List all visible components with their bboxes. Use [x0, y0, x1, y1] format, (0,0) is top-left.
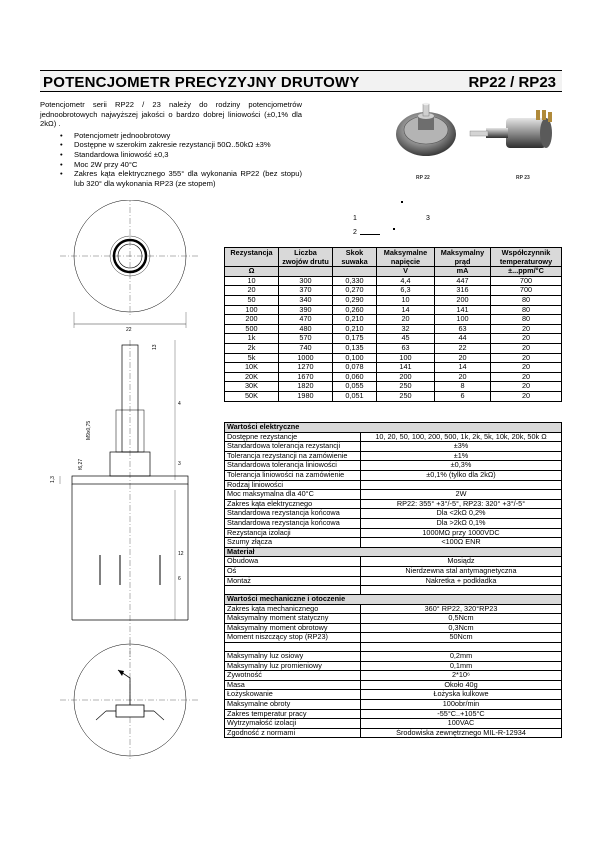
table-cell: 14: [377, 305, 435, 315]
spec-label: Standardowa tolerancja liniowości: [225, 461, 361, 471]
table-row: [225, 334, 562, 344]
section-header-row: [225, 547, 562, 557]
photo-caption-rp22: RP 22: [416, 175, 430, 181]
table-row: [225, 353, 562, 363]
table-cell: 20: [491, 391, 562, 401]
spec-value: 50Ncm: [361, 633, 562, 643]
table-cell: 6,3: [377, 286, 435, 296]
spec-value: 100VAC: [361, 719, 562, 729]
table-cell: 0,330: [333, 276, 377, 286]
table-cell: 200: [225, 315, 279, 325]
intro-section: [40, 100, 302, 188]
table-row: [225, 372, 562, 382]
table-cell: 1820: [279, 382, 333, 392]
feature-item: • Standardowa liniowość ±0,3: [40, 150, 302, 160]
dimension-drawing: [40, 200, 220, 780]
specification-table-body: [225, 423, 562, 738]
spec-label: Zgodność z normami: [225, 728, 361, 738]
spec-row: [225, 490, 562, 500]
table-cell: 80: [491, 305, 562, 315]
spec-value: -55°C..+105°C: [361, 709, 562, 719]
table-cell: 390: [279, 305, 333, 315]
product-code: RP22 / RP23: [468, 74, 556, 91]
table-cell: 300: [279, 276, 333, 286]
feature-item: • Moc 2W przy 40°C: [40, 160, 302, 170]
dim-thread: M9x0,75: [86, 420, 92, 440]
spec-label: Moment niszczący stop (RP23): [225, 633, 361, 643]
spec-label: Oś: [225, 566, 361, 576]
table-cell: 200: [435, 295, 491, 305]
table-cell: 20: [225, 286, 279, 296]
table-cell: 14: [435, 363, 491, 373]
spec-row: [225, 652, 562, 662]
table-cell: 63: [377, 343, 435, 353]
dim-top: 13: [152, 344, 158, 350]
table-cell: 20: [377, 315, 435, 325]
table-cell: 1k: [225, 334, 279, 344]
table-cell: 2k: [225, 343, 279, 353]
technical-drawing: [40, 200, 220, 780]
table-cell: 20: [435, 372, 491, 382]
unit-cell: Ω: [225, 267, 279, 277]
unit-cell: V: [377, 267, 435, 277]
table-cell: 20: [491, 343, 562, 353]
spec-row: [225, 518, 562, 528]
spec-row: [225, 671, 562, 681]
table-cell: 340: [279, 295, 333, 305]
units-row: [225, 267, 562, 277]
spec-value: Nakretka + podkładka: [361, 576, 562, 586]
section-title: Wartości mechaniczne i otoczenie: [225, 595, 562, 605]
unit-cell: [279, 267, 333, 277]
spec-label: Tolerancja liniowości na zamówienie: [225, 470, 361, 480]
spec-row: [225, 442, 562, 452]
spec-label: Tolerancja rezystancji na zamówienie: [225, 451, 361, 461]
dim-diameter: 22: [126, 327, 132, 333]
table-cell: 0,100: [333, 353, 377, 363]
table-cell: 0,135: [333, 343, 377, 353]
table-cell: 0,055: [333, 382, 377, 392]
table-cell: 1270: [279, 363, 333, 373]
pin-label-1: 1: [353, 215, 357, 222]
table-cell: 8: [435, 382, 491, 392]
table-cell: 1670: [279, 372, 333, 382]
dim-b: 3: [178, 461, 181, 467]
spec-label: Zakres kąta mechanicznego: [225, 604, 361, 614]
table-cell: 316: [435, 286, 491, 296]
table-cell: 500: [225, 324, 279, 334]
table-cell: 570: [279, 334, 333, 344]
spec-label: Masa: [225, 680, 361, 690]
table-cell: 0,270: [333, 286, 377, 296]
table-cell: 10K: [225, 363, 279, 373]
table-cell: 20: [491, 334, 562, 344]
table-cell: 470: [279, 315, 333, 325]
spec-row: [225, 566, 562, 576]
spec-row: [225, 661, 562, 671]
spec-label: Zakres kąta elektrycznego: [225, 499, 361, 509]
table-row: [225, 305, 562, 315]
spec-label: Maksymalne obroty: [225, 700, 361, 710]
intro-text: Potencjometr serii RP22 / 23 należy do rodziny potencjometrów jednoobrotowych najwyższej jakości o bardzo dobrej liniowości (±0,1% dla 2kΩ) .: [40, 100, 302, 129]
table-cell: 45: [377, 334, 435, 344]
dim-d: 6: [178, 576, 181, 582]
spec-label: Szumy złącza: [225, 538, 361, 548]
table-cell: 100: [377, 353, 435, 363]
table-row: [225, 315, 562, 325]
spec-row: [225, 614, 562, 624]
side-view: [50, 340, 188, 660]
spec-label: Maksymalny luz osiowy: [225, 652, 361, 662]
pin-label-3: 3: [426, 215, 430, 222]
table-cell: 0,260: [333, 305, 377, 315]
spec-label: Łożyskowanie: [225, 690, 361, 700]
table-cell: 250: [377, 391, 435, 401]
spec-label: Montaż: [225, 576, 361, 586]
table-cell: 22: [435, 343, 491, 353]
table-row: [225, 324, 562, 334]
spec-row: [225, 719, 562, 729]
spec-row: [225, 700, 562, 710]
table-cell: 10: [225, 276, 279, 286]
table-cell: 1980: [279, 391, 333, 401]
spec-value: Około 40g: [361, 680, 562, 690]
spec-value: 0,1mm: [361, 661, 562, 671]
table-cell: 20: [491, 353, 562, 363]
section-title: Wartości elektryczne: [225, 423, 562, 433]
spec-label: Rodzaj liniowości: [225, 480, 361, 490]
table-row: [225, 382, 562, 392]
spec-label: Standardowa rezystancja końcowa: [225, 509, 361, 519]
dim-c: 12: [178, 551, 184, 557]
table-cell: 141: [435, 305, 491, 315]
table-row: [225, 295, 562, 305]
spec-value: 100obr/min: [361, 700, 562, 710]
table-cell: 50: [225, 295, 279, 305]
spec-row: [225, 728, 562, 738]
spec-row: [225, 680, 562, 690]
resistance-table: [224, 247, 562, 402]
col-header: Współczynnik temperaturowy: [491, 248, 562, 267]
unit-cell: mA: [435, 267, 491, 277]
spec-label: Maksymalny moment obrotowy: [225, 623, 361, 633]
dot-mark: [401, 201, 403, 203]
pin-dot: [393, 228, 395, 230]
spec-row: [225, 576, 562, 586]
table-cell: 0,210: [333, 324, 377, 334]
table-cell: 20: [491, 382, 562, 392]
table-cell: 20K: [225, 372, 279, 382]
spec-value: 2*10⁶: [361, 671, 562, 681]
spec-value: Środowiska zewnętrznego MIL-R-12934: [361, 728, 562, 738]
spec-value: Dla >2kΩ 0,1%: [361, 518, 562, 528]
col-header: Liczba zwojów drutu: [279, 248, 333, 267]
spec-label: Moc maksymalna dla 40°C: [225, 490, 361, 500]
table-cell: 0,175: [333, 334, 377, 344]
section-title: Materiał: [225, 547, 562, 557]
table-cell: 30K: [225, 382, 279, 392]
spec-row: [225, 470, 562, 480]
spec-row: [225, 528, 562, 538]
table-cell: 700: [491, 276, 562, 286]
dim-a: 4: [178, 401, 181, 407]
spec-value: Nierdzewna stal antymagnetyczna: [361, 566, 562, 576]
table-cell: 44: [435, 334, 491, 344]
spec-row: [225, 633, 562, 643]
spec-value: ±3%: [361, 442, 562, 452]
spec-value: 0,3Ncm: [361, 623, 562, 633]
table-cell: 740: [279, 343, 333, 353]
table-row: [225, 276, 562, 286]
spec-value: <100Ω ENR: [361, 538, 562, 548]
table-cell: 200: [377, 372, 435, 382]
table-cell: 700: [491, 286, 562, 296]
table-row: [225, 343, 562, 353]
table-cell: 0,078: [333, 363, 377, 373]
table-cell: 480: [279, 324, 333, 334]
table-cell: 63: [435, 324, 491, 334]
feature-item: • Dostępne w szerokim zakresie rezystancji 50Ω..50kΩ ±3%: [40, 140, 302, 150]
table-cell: 100: [435, 315, 491, 325]
spec-label: Żywotność: [225, 671, 361, 681]
feature-item: • Zakres kąta elektrycznego 355° dla wykonania RP22 (bez stopu) lub 320° dla wykonania RP23 (ze stopem): [40, 169, 302, 188]
col-header: Rezystancja: [225, 248, 279, 267]
dim-side: 1,3: [50, 476, 56, 483]
spec-value: 2W: [361, 490, 562, 500]
page-title: POTENCJOMETR PRECYZYJNY DRUTOWY: [43, 74, 360, 91]
feature-item: • Potencjometr jednoobrotowy: [40, 131, 302, 141]
spec-value: ±1%: [361, 451, 562, 461]
unit-cell: [333, 267, 377, 277]
pin-lead-2: [360, 234, 380, 235]
bottom-view: [60, 640, 200, 760]
table-cell: 141: [377, 363, 435, 373]
spec-row: [225, 538, 562, 548]
spec-label: Obudowa: [225, 557, 361, 567]
spec-row: [225, 557, 562, 567]
spec-label: Standardowa tolerancja rezystancji: [225, 442, 361, 452]
table-cell: 370: [279, 286, 333, 296]
spec-value: Dla <2kΩ 0,2%: [361, 509, 562, 519]
spec-value: ±0,1% (tylko dla 2kΩ): [361, 470, 562, 480]
table-cell: 0,051: [333, 391, 377, 401]
unit-cell: ±...ppm/°C: [491, 267, 562, 277]
spec-value: ±0,3%: [361, 461, 562, 471]
feature-list: [40, 131, 302, 189]
spec-label: Wytrzymałość izolacji: [225, 719, 361, 729]
spec-value: 0,5Ncm: [361, 614, 562, 624]
top-view: [60, 200, 200, 333]
spec-row: [225, 509, 562, 519]
page-header: [40, 70, 562, 92]
col-header: Maksymalne napięcie: [377, 248, 435, 267]
table-row: [225, 286, 562, 296]
table-cell: 6: [435, 391, 491, 401]
spec-value: RP22: 355° +3°/-5°, RP23: 320° +3°/-5°: [361, 499, 562, 509]
spec-label: Zakres temperatur pracy: [225, 709, 361, 719]
spec-label: Dostępne rezystancje: [225, 432, 361, 442]
table-cell: 80: [491, 315, 562, 325]
table-cell: 5k: [225, 353, 279, 363]
spec-label: Maksymalny luz promieniowy: [225, 661, 361, 671]
table-header-row: [225, 248, 562, 267]
table-cell: 10: [377, 295, 435, 305]
col-header: Maksymalny prąd: [435, 248, 491, 267]
dim-shaft: f6,27: [78, 458, 84, 470]
pin-label-2: 2: [353, 229, 357, 236]
table-cell: 50K: [225, 391, 279, 401]
spec-value: 360° RP22, 320°RP23: [361, 604, 562, 614]
table-cell: 100: [225, 305, 279, 315]
spec-value: 1000MΩ przy 1000VDC: [361, 528, 562, 538]
section-header-row: [225, 423, 562, 433]
table-cell: 1000: [279, 353, 333, 363]
table-cell: 447: [435, 276, 491, 286]
spec-value: Łożyska kulkowe: [361, 690, 562, 700]
table-cell: 32: [377, 324, 435, 334]
table-cell: 250: [377, 382, 435, 392]
table-cell: 20: [491, 363, 562, 373]
spec-label: Rezystancja izolacji: [225, 528, 361, 538]
spec-value: 0,2mm: [361, 652, 562, 662]
photo-caption-rp23: RP 23: [516, 175, 530, 181]
col-header: Skok suwaka: [333, 248, 377, 267]
spec-label: Maksymalny moment statyczny: [225, 614, 361, 624]
table-cell: 0,290: [333, 295, 377, 305]
table-cell: 20: [435, 353, 491, 363]
resistance-table-body: [225, 267, 562, 401]
specification-table: [224, 422, 562, 738]
spec-value: 10, 20, 50, 100, 200, 500, 1k, 2k, 5k, 10k, 20k, 50k Ω: [361, 432, 562, 442]
product-photo: [388, 100, 568, 190]
table-cell: 20: [491, 372, 562, 382]
table-cell: 0,210: [333, 315, 377, 325]
spec-label: Standardowa rezystancja końcowa: [225, 518, 361, 528]
table-row: [225, 391, 562, 401]
table-cell: 80: [491, 295, 562, 305]
table-cell: 4,4: [377, 276, 435, 286]
section-header-row: [225, 595, 562, 605]
table-cell: 20: [491, 324, 562, 334]
potentiometer-photo-graphic: [388, 100, 568, 190]
spec-value: Mosiądz: [361, 557, 562, 567]
table-row: [225, 363, 562, 373]
table-cell: 0,060: [333, 372, 377, 382]
